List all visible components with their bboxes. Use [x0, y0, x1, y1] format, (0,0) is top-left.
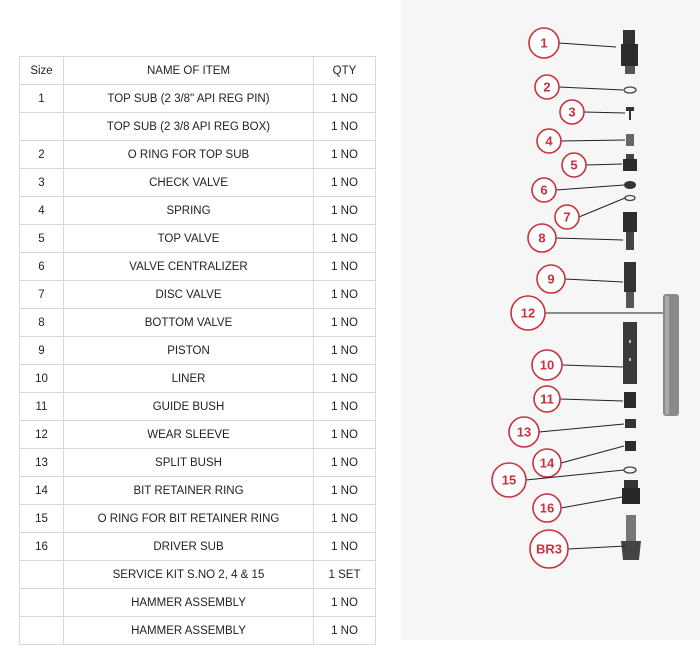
cell-size: 9	[20, 337, 64, 365]
cell-name: GUIDE BUSH	[64, 393, 314, 421]
part-1-top-sub	[621, 30, 638, 74]
cell-qty: 1 NO	[314, 141, 376, 169]
callout-label: 13	[516, 424, 532, 440]
cell-size: 6	[20, 253, 64, 281]
part-16-driver-sub	[622, 480, 640, 504]
table-row	[20, 561, 376, 589]
callout	[560, 100, 625, 124]
callout-label: 7	[563, 209, 571, 225]
parts-drawing	[621, 30, 679, 560]
cell-qty: 1 NO	[314, 421, 376, 449]
leader-line	[561, 497, 622, 508]
cell-name: DISC VALVE	[64, 281, 314, 309]
callout	[534, 386, 623, 412]
callout-label: 6	[540, 182, 548, 198]
cell-name: DRIVER SUB	[64, 533, 314, 561]
cell-name: HAMMER ASSEMBLY	[64, 617, 314, 645]
callout	[532, 178, 624, 202]
leader-line	[556, 238, 623, 240]
part-9-piston	[624, 262, 636, 308]
cell-name: O RING FOR TOP SUB	[64, 141, 314, 169]
leader-line	[539, 424, 624, 432]
leader-line	[568, 546, 626, 549]
table-row	[20, 533, 376, 561]
callout-label: 4	[545, 133, 553, 149]
part-br3-bit	[621, 515, 641, 560]
table-row	[20, 393, 376, 421]
leader-line	[562, 365, 623, 367]
cell-size	[20, 589, 64, 617]
leader-line	[560, 399, 623, 401]
table-row	[20, 253, 376, 281]
callout	[537, 129, 625, 153]
part-3-check-valve	[626, 107, 634, 120]
cell-qty: 1 NO	[314, 253, 376, 281]
leader-line	[565, 279, 623, 282]
cell-qty: 1 NO	[314, 113, 376, 141]
callout-label: 8	[538, 230, 546, 246]
part-2-o-ring	[624, 87, 636, 93]
cell-name: SERVICE KIT S.NO 2, 4 & 15	[64, 561, 314, 589]
cell-size: 2	[20, 141, 64, 169]
callout	[537, 265, 623, 293]
header-qty: QTY	[314, 57, 376, 85]
callout	[530, 530, 626, 568]
table-row	[20, 197, 376, 225]
cell-name: TOP SUB (2 3/8 API REG BOX)	[64, 113, 314, 141]
cell-size	[20, 113, 64, 141]
table-row	[20, 505, 376, 533]
header-size: Size	[20, 57, 64, 85]
leader-line	[556, 185, 624, 190]
table-row	[20, 449, 376, 477]
callout-label: 11	[540, 391, 554, 407]
cell-name: O RING FOR BIT RETAINER RING	[64, 505, 314, 533]
cell-size: 8	[20, 309, 64, 337]
table-row	[20, 85, 376, 113]
table-row	[20, 421, 376, 449]
cell-name: WEAR SLEEVE	[64, 421, 314, 449]
callout	[533, 446, 624, 477]
part-6-valve-centralizer	[624, 181, 636, 189]
parts-table	[19, 56, 376, 645]
cell-qty: 1 NO	[314, 449, 376, 477]
table-row	[20, 141, 376, 169]
callout-label: 9	[547, 271, 555, 287]
cell-size: 11	[20, 393, 64, 421]
cell-qty: 1 NO	[314, 477, 376, 505]
callout	[511, 296, 663, 330]
callout	[535, 75, 623, 99]
callout-label: BR3	[535, 541, 563, 557]
leader-line	[559, 87, 623, 90]
callout	[555, 198, 625, 229]
callout-label: 5	[570, 157, 578, 173]
part-12-wear-sleeve	[663, 294, 679, 416]
table-row	[20, 365, 376, 393]
callout-label: 3	[568, 104, 576, 120]
cell-size	[20, 617, 64, 645]
cell-qty: 1 NO	[314, 393, 376, 421]
table-row	[20, 617, 376, 645]
leader-line	[561, 140, 625, 141]
cell-size: 13	[20, 449, 64, 477]
part-8-bottom-valve	[623, 212, 637, 250]
callout	[562, 153, 622, 177]
callout-label: 16	[539, 500, 555, 516]
cell-name: BOTTOM VALVE	[64, 309, 314, 337]
callout-label: 10	[539, 357, 555, 373]
callout-label: 15	[501, 472, 517, 488]
leader-line	[559, 43, 616, 47]
cell-qty: 1 NO	[314, 169, 376, 197]
cell-qty: 1 NO	[314, 225, 376, 253]
cell-name: HAMMER ASSEMBLY	[64, 589, 314, 617]
leader-line	[579, 198, 625, 217]
cell-size: 12	[20, 421, 64, 449]
table-row	[20, 169, 376, 197]
cell-qty: 1 NO	[314, 505, 376, 533]
cell-name: TOP VALVE	[64, 225, 314, 253]
cell-size	[20, 561, 64, 589]
callout-label: 2	[543, 79, 551, 95]
cell-qty: 1 NO	[314, 589, 376, 617]
cell-name: LINER	[64, 365, 314, 393]
callout	[509, 417, 624, 447]
cell-size: 10	[20, 365, 64, 393]
table-header-row	[20, 57, 376, 85]
table-row	[20, 589, 376, 617]
cell-size: 15	[20, 505, 64, 533]
parts-diagram	[401, 0, 700, 640]
cell-size: 16	[20, 533, 64, 561]
table-row	[20, 113, 376, 141]
cell-qty: 1 NO	[314, 281, 376, 309]
callout-label: 1	[540, 35, 548, 51]
cell-qty: 1 NO	[314, 197, 376, 225]
cell-qty: 1 NO	[314, 533, 376, 561]
part-11-guide-bush	[624, 392, 636, 408]
cell-size: 5	[20, 225, 64, 253]
table-row	[20, 477, 376, 505]
callout-label: 12	[520, 305, 536, 321]
cell-size: 4	[20, 197, 64, 225]
table-row	[20, 225, 376, 253]
part-14-bit-retainer-ring	[625, 441, 636, 451]
cell-name: SPRING	[64, 197, 314, 225]
table-row	[20, 337, 376, 365]
cell-size: 3	[20, 169, 64, 197]
table-row	[20, 281, 376, 309]
part-13-split-bush	[625, 419, 636, 428]
part-4-spring	[626, 134, 634, 146]
cell-name: PISTON	[64, 337, 314, 365]
cell-qty: 1 NO	[314, 365, 376, 393]
callout	[533, 494, 622, 522]
cell-name: VALVE CENTRALIZER	[64, 253, 314, 281]
cell-name: CHECK VALVE	[64, 169, 314, 197]
cell-qty: 1 NO	[314, 337, 376, 365]
cell-size: 14	[20, 477, 64, 505]
cell-name: TOP SUB (2 3/8" API REG PIN)	[64, 85, 314, 113]
header-name: NAME OF ITEM	[64, 57, 314, 85]
leader-line	[561, 446, 624, 463]
cell-qty: 1 SET	[314, 561, 376, 589]
cell-name: SPLIT BUSH	[64, 449, 314, 477]
leader-line	[586, 164, 622, 165]
callout	[532, 350, 623, 380]
part-7-disc-valve	[625, 196, 635, 201]
cell-qty: 1 NO	[314, 309, 376, 337]
cell-qty: 1 NO	[314, 617, 376, 645]
part-5-top-valve	[623, 154, 637, 171]
part-15-o-ring	[624, 467, 636, 473]
callout	[529, 28, 616, 58]
cell-size: 1	[20, 85, 64, 113]
callout-label: 14	[539, 455, 555, 471]
cell-name: BIT RETAINER RING	[64, 477, 314, 505]
callout	[528, 224, 623, 252]
table-row	[20, 309, 376, 337]
cell-qty: 1 NO	[314, 85, 376, 113]
part-10-liner	[623, 322, 637, 384]
leader-line	[584, 112, 625, 113]
cell-size: 7	[20, 281, 64, 309]
